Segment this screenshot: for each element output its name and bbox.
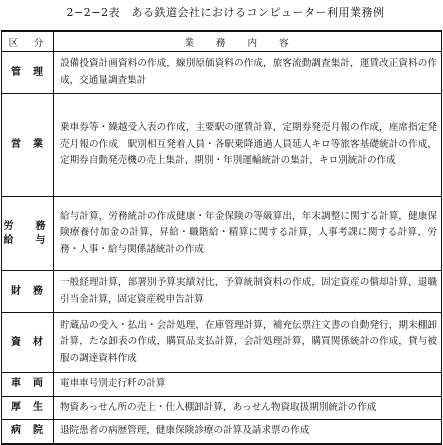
table-row xyxy=(2,373,442,397)
table-row xyxy=(2,52,442,94)
row-category-text: 労 務 給 与 xyxy=(3,220,52,246)
row-tasks: 退院患者の病歴管理，健康保険診療の計算及請求票の作成 xyxy=(54,420,442,444)
row-category: 営 業 xyxy=(2,94,54,197)
row-category: 資 材 xyxy=(2,313,54,373)
row-tasks: 一般経理計算，部署別予算実績対比，予算統制資料の作成，固定資産の償却計算，退職引当金計算，固定資産税申告計算 xyxy=(54,271,442,313)
row-tasks: 物資あっせん所の売上・仕入棚卸計算，あっせん物資取扱期別統計の作成 xyxy=(54,396,442,420)
row-category: 財 務 xyxy=(2,271,54,313)
row-tasks: 電車車号別走行粁の計算 xyxy=(54,373,442,397)
table-row xyxy=(2,313,442,373)
row-category: 厚 生 xyxy=(2,396,54,420)
table-row xyxy=(2,94,442,197)
row-tasks: 給与計算，労務統計の作成健康・年金保険の等級算出，年末調整に関する計算，健康保険療養付加金の計算，昇給・職階給・精算に関する計算，人事考課に関する計算，労務・人事・給与関係諸統計の作成 xyxy=(54,197,442,271)
row-tasks: 設備投資計画資料の作成，線別原価資料の作成，旅客流動調査集計，運賃改正資料の作成，交通量調査集計 xyxy=(54,52,442,94)
table-header-row xyxy=(2,31,442,52)
table-row xyxy=(2,271,442,313)
header-category: 区 分 xyxy=(2,31,54,52)
header-tasks: 業務内容 xyxy=(54,31,442,52)
business-tasks-table xyxy=(1,30,442,445)
row-category: 車 両 xyxy=(2,373,54,397)
row-category-two-line xyxy=(2,197,54,271)
table-row xyxy=(2,396,442,420)
table-title: 2−2−2表 ある鉄道会社におけるコンピューター利用業務例 xyxy=(66,6,385,19)
table-row xyxy=(2,420,442,444)
row-category: 病 院 xyxy=(2,420,54,444)
table-row xyxy=(2,197,442,271)
row-category: 管 理 xyxy=(2,52,54,94)
row-tasks: 貯蔵品の受入・払出・会計処理，在庫管理計算，補充伝票注文書の自動発行，期末棚卸計算，たな卸表の作成，購買品支払計算，会計処理計算，購買関係統計の作成，貸与被服の調達資料作成 xyxy=(54,313,442,373)
row-tasks: 乗車券等・繰越受入表の作成，主要駅の運賃計算，定期券発売月報の作成，座席指定発売月報の作成 駅別相互発着人員・各駅乗降通過人員延人キロ等旅客基礎統計の作成，定期券自動発売機の売上集計，期別・年別運輸統計の集計，キロ別統計の作成 xyxy=(54,94,442,197)
